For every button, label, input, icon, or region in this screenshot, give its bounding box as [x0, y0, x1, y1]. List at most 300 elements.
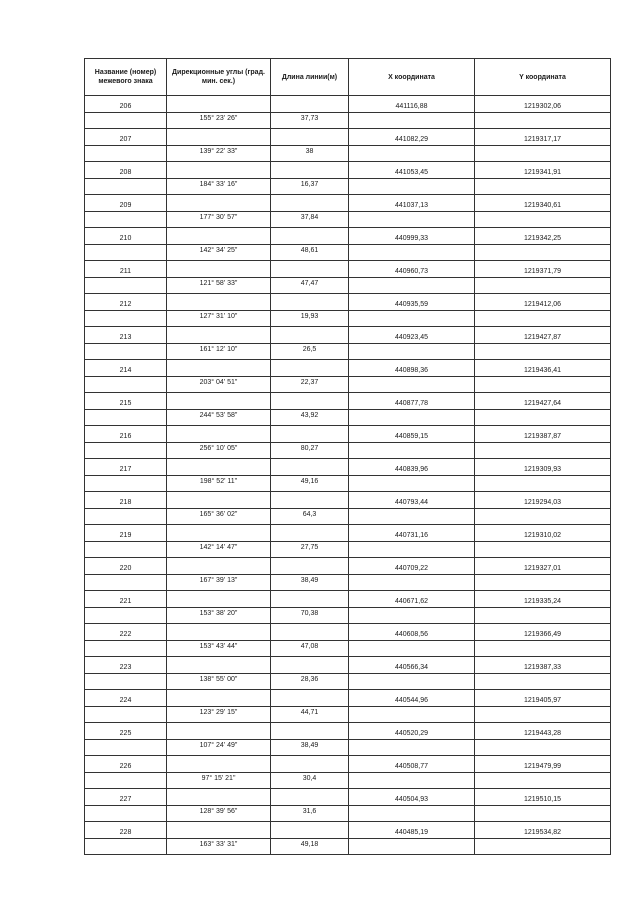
x-cell — [349, 772, 475, 789]
x-coordinate-value: 441082,29 — [394, 136, 429, 144]
angle-cell — [167, 723, 271, 740]
directional-angle — [167, 376, 271, 393]
x-coordinate — [349, 591, 475, 608]
directional-angle-value: 167° 39' 13" — [199, 576, 238, 584]
x-coordinate-value: 440898,36 — [394, 367, 429, 375]
point-name-value: 228 — [119, 829, 132, 837]
line-length — [271, 178, 349, 195]
y-cell — [475, 178, 611, 195]
x-coordinate-value: 440923,45 — [394, 334, 429, 342]
x-coordinate — [349, 129, 475, 146]
x-coordinate-value: 440839,96 — [394, 466, 429, 474]
y-cell — [475, 772, 611, 789]
point-name — [85, 129, 167, 146]
table-row-line — [85, 145, 611, 162]
table-row-point — [85, 294, 611, 311]
directional-angle — [167, 112, 271, 129]
line-length-value: 64,3 — [302, 510, 317, 518]
directional-angle — [167, 541, 271, 558]
length-cell — [271, 96, 349, 113]
directional-angle — [167, 310, 271, 327]
directional-angle — [167, 442, 271, 459]
point-name — [85, 591, 167, 608]
name-cell — [85, 805, 167, 822]
y-coordinate-value: 1219427,64 — [524, 400, 561, 408]
y-cell — [475, 310, 611, 327]
directional-angle — [167, 574, 271, 591]
y-coordinate — [475, 525, 611, 542]
angle-cell — [167, 525, 271, 542]
x-cell — [349, 805, 475, 822]
table-row-point — [85, 96, 611, 113]
y-coordinate-value: 1219366,49 — [524, 631, 561, 639]
header-x: X координата — [349, 59, 475, 96]
line-length — [271, 409, 349, 426]
x-cell — [349, 343, 475, 360]
directional-angle — [167, 145, 271, 162]
table-row-line — [85, 673, 611, 690]
line-length-value: 38,49 — [300, 741, 319, 749]
y-cell — [475, 376, 611, 393]
y-coordinate — [475, 327, 611, 344]
x-coordinate-value: 440671,62 — [394, 598, 429, 606]
y-coordinate — [475, 360, 611, 377]
table-row-point — [85, 360, 611, 377]
x-coordinate — [349, 393, 475, 410]
length-cell — [271, 789, 349, 806]
y-coordinate — [475, 393, 611, 410]
line-length — [271, 112, 349, 129]
length-cell — [271, 261, 349, 278]
line-length-value: 30,4 — [302, 774, 317, 782]
point-name-value: 220 — [119, 565, 132, 573]
y-coordinate-value: 1219342,25 — [524, 235, 561, 243]
length-cell — [271, 327, 349, 344]
table-row-line — [85, 310, 611, 327]
angle-cell — [167, 228, 271, 245]
y-coordinate — [475, 459, 611, 476]
point-name — [85, 459, 167, 476]
x-cell — [349, 541, 475, 558]
table-row-point — [85, 129, 611, 146]
length-cell — [271, 822, 349, 839]
table-row-line — [85, 343, 611, 360]
point-name-value: 227 — [119, 796, 132, 804]
length-cell — [271, 360, 349, 377]
directional-angle-value: 127° 31' 10" — [199, 312, 238, 320]
x-cell — [349, 244, 475, 261]
point-name-value: 224 — [119, 697, 132, 705]
table-row-point — [85, 261, 611, 278]
name-cell — [85, 475, 167, 492]
directional-angle — [167, 739, 271, 756]
angle-cell — [167, 690, 271, 707]
length-cell — [271, 195, 349, 212]
directional-angle-value: 142° 14' 47" — [199, 543, 238, 551]
length-cell — [271, 426, 349, 443]
line-length — [271, 607, 349, 624]
line-length-value: 26,5 — [302, 345, 317, 353]
point-name — [85, 393, 167, 410]
x-coordinate — [349, 690, 475, 707]
angle-cell — [167, 162, 271, 179]
header-name: Название (номер) межевого знака — [85, 59, 167, 96]
directional-angle — [167, 607, 271, 624]
y-coordinate — [475, 129, 611, 146]
angle-cell — [167, 261, 271, 278]
x-coordinate — [349, 294, 475, 311]
length-cell — [271, 129, 349, 146]
name-cell — [85, 277, 167, 294]
x-cell — [349, 145, 475, 162]
y-coordinate-value: 1219371,79 — [524, 268, 561, 276]
y-coordinate — [475, 657, 611, 674]
table-row-line — [85, 607, 611, 624]
y-coordinate-value: 1219479,99 — [524, 763, 561, 771]
x-cell — [349, 475, 475, 492]
length-cell — [271, 624, 349, 641]
point-name-value: 212 — [119, 301, 132, 309]
point-name — [85, 228, 167, 245]
directional-angle — [167, 277, 271, 294]
y-coordinate-value: 1219294,03 — [524, 499, 561, 507]
line-length-value: 44,71 — [300, 708, 319, 716]
table-row-line — [85, 211, 611, 228]
x-coordinate — [349, 492, 475, 509]
x-coordinate — [349, 624, 475, 641]
y-coordinate — [475, 756, 611, 773]
directional-angle-value: 155° 23' 26" — [199, 114, 238, 122]
name-cell — [85, 739, 167, 756]
name-cell — [85, 244, 167, 261]
name-cell — [85, 442, 167, 459]
y-coordinate-value: 1219310,02 — [524, 532, 561, 540]
y-coordinate-value: 1219309,93 — [524, 466, 561, 474]
table-row-point — [85, 657, 611, 674]
y-cell — [475, 409, 611, 426]
point-name-value: 221 — [119, 598, 132, 606]
table-row-line — [85, 838, 611, 855]
x-cell — [349, 838, 475, 855]
directional-angle-value: 138° 55' 00" — [199, 675, 238, 683]
x-cell — [349, 376, 475, 393]
table-row-point — [85, 492, 611, 509]
angle-cell — [167, 624, 271, 641]
x-coordinate — [349, 459, 475, 476]
x-coordinate-value: 440485,19 — [394, 829, 429, 837]
table-row-point — [85, 690, 611, 707]
point-name — [85, 96, 167, 113]
y-cell — [475, 277, 611, 294]
x-coordinate — [349, 756, 475, 773]
length-cell — [271, 756, 349, 773]
y-cell — [475, 739, 611, 756]
x-cell — [349, 574, 475, 591]
point-name — [85, 657, 167, 674]
length-cell — [271, 657, 349, 674]
table-row-line — [85, 244, 611, 261]
y-coordinate — [475, 294, 611, 311]
table-row-line — [85, 409, 611, 426]
table-row-point — [85, 558, 611, 575]
directional-angle — [167, 211, 271, 228]
line-length-value: 28,36 — [300, 675, 319, 683]
table-row-point — [85, 624, 611, 641]
table-row-line — [85, 508, 611, 525]
point-name — [85, 327, 167, 344]
x-coordinate — [349, 657, 475, 674]
table-row-line — [85, 640, 611, 657]
y-cell — [475, 640, 611, 657]
directional-angle-value: 153° 43' 44" — [199, 642, 238, 650]
point-name — [85, 558, 167, 575]
line-length — [271, 442, 349, 459]
x-coordinate-value: 440859,15 — [394, 433, 429, 441]
y-coordinate — [475, 96, 611, 113]
table-row-line — [85, 805, 611, 822]
angle-cell — [167, 294, 271, 311]
angle-cell — [167, 360, 271, 377]
x-coordinate — [349, 789, 475, 806]
line-length-value: 43,92 — [300, 411, 319, 419]
point-name — [85, 162, 167, 179]
x-coordinate-value: 440793,44 — [394, 499, 429, 507]
y-coordinate — [475, 261, 611, 278]
point-name-value: 211 — [119, 268, 132, 276]
point-name-value: 207 — [119, 136, 132, 144]
x-cell — [349, 409, 475, 426]
name-cell — [85, 409, 167, 426]
table-body — [85, 96, 611, 855]
x-coordinate-value: 440999,33 — [394, 235, 429, 243]
y-coordinate-value: 1219510,15 — [524, 796, 561, 804]
x-coordinate-value: 440566,34 — [394, 664, 429, 672]
directional-angle-value: 107° 24' 49" — [199, 741, 238, 749]
y-coordinate-value: 1219341,91 — [524, 169, 561, 177]
table-row-line — [85, 178, 611, 195]
y-coordinate-value: 1219387,87 — [524, 433, 561, 441]
line-length-value: 37,73 — [300, 114, 319, 122]
directional-angle-value: 203° 04' 51" — [199, 378, 238, 386]
x-cell — [349, 508, 475, 525]
angle-cell — [167, 822, 271, 839]
point-name — [85, 525, 167, 542]
point-name — [85, 822, 167, 839]
directional-angle-value: 184° 33' 16" — [199, 180, 238, 188]
table-row-point — [85, 789, 611, 806]
x-coordinate-value: 440731,16 — [394, 532, 429, 540]
y-coordinate-value: 1219340,61 — [524, 202, 561, 210]
y-coordinate-value: 1219427,87 — [524, 334, 561, 342]
line-length — [271, 673, 349, 690]
x-coordinate-value: 440608,56 — [394, 631, 429, 639]
line-length-value: 37,84 — [300, 213, 319, 221]
line-length-value: 27,75 — [300, 543, 319, 551]
directional-angle-value: 256° 10' 05" — [199, 444, 238, 452]
y-coordinate-value: 1219327,01 — [524, 565, 561, 573]
directional-angle-value: 121° 58' 33" — [199, 279, 238, 287]
point-name — [85, 261, 167, 278]
table-row-line — [85, 277, 611, 294]
name-cell — [85, 343, 167, 360]
name-cell — [85, 706, 167, 723]
length-cell — [271, 228, 349, 245]
angle-cell — [167, 195, 271, 212]
name-cell — [85, 310, 167, 327]
directional-angle — [167, 772, 271, 789]
directional-angle — [167, 343, 271, 360]
line-length-value: 80,27 — [300, 444, 319, 452]
line-length — [271, 343, 349, 360]
line-length — [271, 244, 349, 261]
length-cell — [271, 492, 349, 509]
y-coordinate — [475, 162, 611, 179]
y-coordinate — [475, 426, 611, 443]
line-length-value: 70,38 — [300, 609, 319, 617]
directional-angle-value: 139° 22' 33" — [199, 147, 238, 155]
length-cell — [271, 591, 349, 608]
angle-cell — [167, 756, 271, 773]
angle-cell — [167, 393, 271, 410]
point-name-value: 214 — [119, 367, 132, 375]
length-cell — [271, 162, 349, 179]
line-length — [271, 574, 349, 591]
point-name-value: 218 — [119, 499, 132, 507]
table-row-point — [85, 591, 611, 608]
name-cell — [85, 211, 167, 228]
y-coordinate — [475, 723, 611, 740]
line-length — [271, 541, 349, 558]
name-cell — [85, 376, 167, 393]
directional-angle — [167, 838, 271, 855]
x-coordinate-value: 440508,77 — [394, 763, 429, 771]
x-cell — [349, 673, 475, 690]
name-cell — [85, 145, 167, 162]
line-length — [271, 211, 349, 228]
y-coordinate-value: 1219335,24 — [524, 598, 561, 606]
x-coordinate — [349, 723, 475, 740]
y-coordinate-value: 1219412,06 — [524, 301, 561, 309]
y-cell — [475, 706, 611, 723]
y-cell — [475, 211, 611, 228]
x-coordinate — [349, 96, 475, 113]
x-coordinate — [349, 525, 475, 542]
angle-cell — [167, 129, 271, 146]
y-coordinate-value: 1219317,17 — [524, 136, 561, 144]
header-angle: Дирекционные углы (град. мин. сек.) — [167, 59, 271, 96]
y-coordinate — [475, 624, 611, 641]
point-name-value: 213 — [119, 334, 132, 342]
x-cell — [349, 178, 475, 195]
line-length — [271, 706, 349, 723]
y-cell — [475, 475, 611, 492]
directional-angle — [167, 178, 271, 195]
x-coordinate-value: 440960,73 — [394, 268, 429, 276]
directional-angle — [167, 673, 271, 690]
x-coordinate — [349, 162, 475, 179]
directional-angle — [167, 805, 271, 822]
x-cell — [349, 706, 475, 723]
directional-angle-value: 123° 29' 15" — [199, 708, 238, 716]
y-coordinate — [475, 228, 611, 245]
name-cell — [85, 673, 167, 690]
point-name — [85, 426, 167, 443]
table-row-point — [85, 822, 611, 839]
table-row-line — [85, 739, 611, 756]
y-cell — [475, 508, 611, 525]
x-coordinate — [349, 426, 475, 443]
line-length — [271, 838, 349, 855]
line-length-value: 47,47 — [300, 279, 319, 287]
angle-cell — [167, 96, 271, 113]
name-cell — [85, 112, 167, 129]
x-coordinate — [349, 261, 475, 278]
point-name — [85, 360, 167, 377]
table-row-line — [85, 475, 611, 492]
x-cell — [349, 211, 475, 228]
name-cell — [85, 508, 167, 525]
table-row-line — [85, 376, 611, 393]
length-cell — [271, 294, 349, 311]
header-y: Y координата — [475, 59, 611, 96]
x-coordinate — [349, 228, 475, 245]
x-cell — [349, 442, 475, 459]
directional-angle-value: 198° 52' 11" — [199, 477, 238, 485]
x-coordinate-value: 441053,45 — [394, 169, 429, 177]
point-name-value: 225 — [119, 730, 132, 738]
length-cell — [271, 459, 349, 476]
directional-angle — [167, 475, 271, 492]
table-row-point — [85, 393, 611, 410]
length-cell — [271, 558, 349, 575]
table-row-point — [85, 525, 611, 542]
line-length — [271, 310, 349, 327]
angle-cell — [167, 327, 271, 344]
point-name-value: 209 — [119, 202, 132, 210]
directional-angle-value: 142° 34' 25" — [199, 246, 238, 254]
table-row-point — [85, 162, 611, 179]
name-cell — [85, 574, 167, 591]
line-length-value: 49,18 — [300, 840, 319, 848]
length-cell — [271, 723, 349, 740]
name-cell — [85, 541, 167, 558]
directional-angle — [167, 640, 271, 657]
table-row-point — [85, 426, 611, 443]
table-row-point — [85, 723, 611, 740]
point-name — [85, 492, 167, 509]
x-cell — [349, 739, 475, 756]
line-length-value: 16,37 — [300, 180, 319, 188]
y-cell — [475, 145, 611, 162]
x-cell — [349, 607, 475, 624]
x-coordinate-value: 441037,13 — [394, 202, 429, 210]
line-length-value: 22,37 — [300, 378, 319, 386]
point-name-value: 219 — [119, 532, 132, 540]
line-length-value: 31,6 — [302, 807, 317, 815]
angle-cell — [167, 426, 271, 443]
y-coordinate — [475, 789, 611, 806]
x-coordinate-value: 440544,96 — [394, 697, 429, 705]
y-cell — [475, 343, 611, 360]
y-coordinate — [475, 690, 611, 707]
y-coordinate — [475, 591, 611, 608]
line-length — [271, 145, 349, 162]
point-name — [85, 723, 167, 740]
table-row-point — [85, 327, 611, 344]
y-coordinate — [475, 558, 611, 575]
y-coordinate-value: 1219436,41 — [524, 367, 561, 375]
point-name-value: 215 — [119, 400, 132, 408]
